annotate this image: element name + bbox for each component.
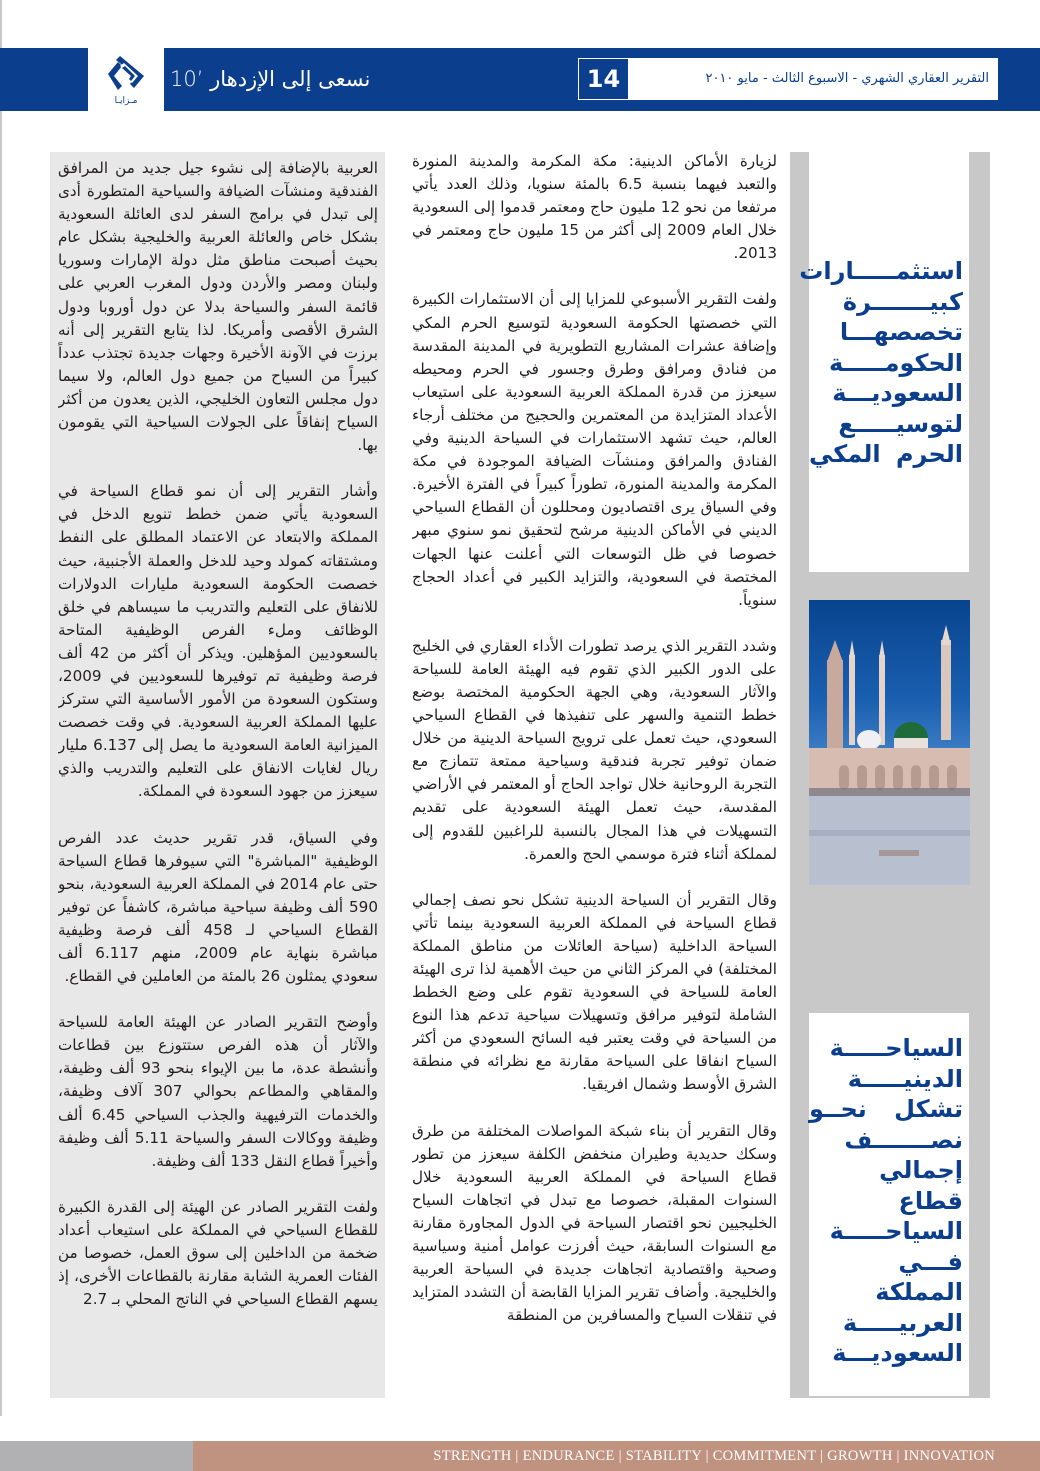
logo-caption: مـزايـا (114, 95, 138, 106)
pull-quote-line: السياحـــــة (829, 1217, 963, 1245)
pull-quote-line: نصـــــــف (844, 1125, 963, 1154)
article-paragraph: وشدد التقرير الذي يرصد تطورات الأداء العقاري في الخليج على الدور الكبير الذي تقوم فيه الهيئة العامة للسياحة والآثار السعودية، وهي الجهة الحكومية المختصة بوضع خطط التنمية والسهر على تنفيذها في القطاع السياحي السعودي، حيث تعمل على ترويج السياحة الدينية من خلال ضمان توفير تجربة فندقية وسياحية ممتعة تتمازج مع التجربة الروحانية خلال تواجد الحاج أو المعتمر في الأراضي المقدسة، حيث تعمل الهيئة السعودية على تقديم التسهيلات في هذا المجال بالنسبة للراغبين للقدوم إلى لمملكة أثناء فترة موسمي الحج والعمرة. (412, 636, 777, 863)
pull-quote-line: العربيـــــة (842, 1308, 963, 1337)
article-paragraph: ولفت التقرير الصادر عن الهيئة إلى القدرة الكبيرة للقطاع السياحي في المملكة على استيعاب أعداد ضخمة من الداخلين إلى سوق العمل، خصوصا من الفئات العمرية الشابة مقارنة بالقطاعات الأخرى، إذ يسهم القطاع السياحي في الناتج المحلي بـ 2.7 (58, 1197, 378, 1309)
pull-quote-line: إجمالي قطاع (879, 1156, 963, 1215)
pull-quote-bottom (809, 1013, 969, 1396)
pull-quote-line: فـــي المملكة (875, 1247, 963, 1306)
pull-quote-line: تشكل نحــو (809, 1095, 963, 1123)
footer-values: STRENGTH | ENDURANCE | STABILITY | COMMITMENT | GROWTH | INNOVATION (433, 1448, 995, 1464)
pull-quote-top-text (799, 256, 963, 470)
article-column-middle (412, 150, 777, 1400)
pull-quote-line: لتوسيـــــع (838, 409, 963, 438)
article-paragraph: وأشار التقرير إلى أن نمو قطاع السياحة في السعودية يأتي ضمن خطط تنويع الدخل في المملكة والابتعاد عن الاعتماد المطلق على النفط ومشتقاته كمولد وحيد للدخل والعملة الأجنبية، حيث خصصت الحكومة السعودية مليارات الدولارات للانفاق على التعليم والتدريب ما سيساهم في خلق الوظائف وملء الفرص الوظيفية المتاحة بالسعوديين المؤهلين. ويذكر أن أكثر من 42 ألف فرصة وظيفية تم توفيرها للسعوديين في 2009، وستكون السعودة من الأمور الأساسية التي ستركز عليها المملكة العربية السعودية. في وقت خصصت الميزانية العامة السعودية ما يصل إلى 6.137 مليار ريال لغايات الانفاق على التعليم والتدريب والذي سيعزز من جهود السعودة في المملكة. (58, 482, 378, 801)
article-paragraph: ولفت التقرير الأسبوعي للمزايا إلى أن الاستثمارات الكبيرة التي خصصتها الحكومة السعودية لتوسيع الحرم المكي وإضافة عشرات المشاريع التطويرية في المدينة المقدسة من فنادق ومرافق وطرق وجسور في الحرم ومحيطه سيعزز من قدرة المملكة العربية السعودية على استيعاب الأعداد المتزايدة من المعتمرين والحجيج من مختلف أرجاء العالم، حيث تشهد الاستثمارات في السياحة الدينية وفي الفنادق والمرافق ومنشآت الضيافة الموجودة في مكة المكرمة والمدينة المنورة، تطوراً كبيراً في الفترة الأخيرة. وفي السياق يرى اقتصاديون ومحللون أن القطاع السياحي الديني في الأماكن الدينية مرشح لتحقيق نمو سنوي مبهر خصوصا في ظل التوسعات التي أعلنت عنها الجهات المختصة في السعودية، والتزايد الكبير في أعداد الحجاج سنوياً. (412, 290, 777, 609)
article-paragraph: وفي السياق، قدر تقرير حديث عدد الفرص الوظيفية "المباشرة" التي سيوفرها قطاع السياحة حتى عام 2014 في المملكة العربية السعودية، بنحو 590 ألف وظيفة سياحية مباشرة، كاشفاً عن توفير القطاع السياحي لـ 458 ألف فرصة وظيفية مباشرة بنهاية عام 2009، منهم 6.117 ألف سعودي يمثلون 26 بالمئة من العاملين في القطاع. (58, 828, 378, 986)
pull-quote-line: استثمـــــارات (799, 257, 963, 285)
prophets-mosque-image-icon (809, 600, 970, 885)
company-logo (88, 48, 164, 111)
pull-quote-line: السعوديـــة (832, 379, 963, 407)
article-paragraph: وقال التقرير أن بناء شبكة المواصلات المختلفة من طرق وسكك حديدية وطيران منخفض الكلفة سيعزز من تطور قطاع السياحة في المملكة العربية السعودية خلال السنوات المقبلة، خصوصا مع تبدل في اتجاهات السياح الخليجيين نحو اقتصار السياحة في الدول المجاورة مقارنة مع السنوات السابقة، حيث أفرزت عوامل أمنية وسياسية وصحية واقتصادية اتجاهات جديدة في السياحة العربية والخليجية. وأضاف تقرير المزايا القابضة أن التشدد المتزايد في تنقلات السياح والمسافرين من المنطقة (412, 1121, 777, 1325)
pull-quote-line: الحكومـــــة (829, 348, 963, 377)
pull-quote-line: الدينيـــــة (847, 1064, 963, 1093)
pull-quote-line: تخصصهـــا (839, 318, 963, 346)
pull-quote-line: السياحـــــة (829, 1034, 963, 1062)
pull-quote-line: السعوديـــة (832, 1339, 963, 1367)
mazaya-logo-icon (104, 54, 148, 94)
article-paragraph: وقال التقرير أن السياحة الدينية تشكل نحو نصف إجمالي قطاع السياحة في المملكة العربية السعودية بينما تأتي السياحة الداخلية (سياحة العائلات من مناطق المملكة المختلفة) في المركز الثاني من حيث الأهمية لذا ترى الهيئة العامة للسياحة في السعودية تقوم على وضع الخطط الشاملة لتوفير مرافق وتسهيلات سياحية تدعم هذا النوع من السياحة في وقت يعتبر فيه السائح السعودي من أكثر السياح انفاقا على السياحة مقارنة مع نظرائه في منطقة الشرق الأوسط وشمال افريقيا. (412, 890, 777, 1094)
footer-grey-block (0, 1441, 193, 1471)
pull-quote-bottom-text (809, 1033, 963, 1369)
mosque-photo (809, 600, 970, 885)
article-column-left (58, 157, 378, 1395)
page-header-box (578, 58, 998, 100)
pull-quote-top (799, 152, 969, 572)
report-title: التقرير العقاري الشهري - الاسبوع الثالث - مايو ٢٠١٠ (629, 59, 997, 99)
pull-quote-line: كبيـــــــرة (842, 287, 963, 316)
page-number: 14 (579, 59, 629, 99)
slogan: نسعى إلى الإزدهار ’10 (170, 67, 371, 91)
article-paragraph: لزيارة الأماكن الدينية: مكة المكرمة والمدينة المنورة والتعبد فيهما بنسبة 6.5 بالمئة سنويا، وذلك العدد يأتي مرتفعا من نحو 12 مليون حاج ومعتمر قدموا إلى السعودية خلال العام 2009 إلى أكثر من 15 مليون حاج ومعتمر في 2013. (412, 152, 777, 263)
article-paragraph: وأوضح التقرير الصادر عن الهيئة العامة للسياحة والآثار أن هذه الفرص ستتوزع بين قطاعات وأنشطة عدة، ما بين الإيواء بنحو 93 ألف وظيفة، والمقاهي والمطاعم بحوالي 307 آلاف وظيفة، والخدمات الترفيهية والجذب السياحي 6.45 ألف وظيفة ووكالات السفر والسياحة 5.11 ألف وظيفة وأخيراً قطاع النقل 133 ألف وظيفة. (58, 1013, 378, 1170)
pull-quote-line: الحرم المكي (809, 440, 963, 468)
article-paragraph: العربية بالإضافة إلى نشوء جيل جديد من المرافق الفندقية ومنشآت الضيافة والسياحية المتطورة أدى إلى تبدل في برامج السفر لدى العائلة السعودية بشكل خاص والعائلة العربية والخليجية بشكل عام بحيث أصبحت مناطق مثل دولة الإمارات وسوريا ولبنان ومصر والأردن ودول المغرب العربي على قائمة السفر والسياحة بدلا عن دول أوروبا ودول الشرق الأقصى وأمريكا. لذا يتابع التقرير إلى أنه برزت في الآونة الأخيرة وجهات جديدة تجتذب عدداً كبيراً من السياح من جميع دول العالم، ولا سيما دول مجلس التعاون الخليجي، الذين يعدون من أكثر السياح إنفاقاً على الجولات السياحية التي يقومون بها. (58, 159, 378, 455)
page-edge (0, 0, 2, 1416)
